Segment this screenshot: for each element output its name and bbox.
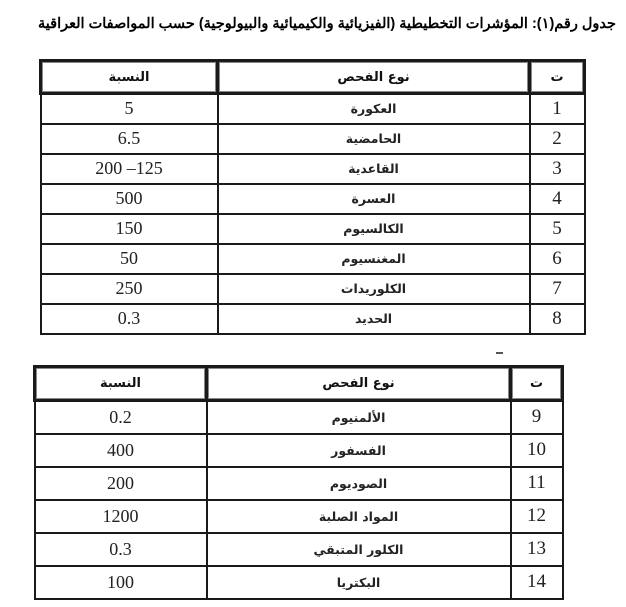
row-index: 7 [530,274,585,304]
row-test: الألمنيوم [207,401,511,434]
spec-table-1 [39,59,586,335]
table-row [41,154,585,184]
row-test: الكلور المتبقي [207,533,511,566]
table-row [35,566,563,599]
header-index: ت [511,367,563,401]
row-test: العسرة [218,184,530,214]
row-value: 0.3 [41,304,218,334]
row-value: 0.2 [35,401,207,434]
table-row [41,274,585,304]
table-row [41,124,585,154]
stray-dash-mark [496,352,503,354]
header-ratio: النسبة [41,61,218,94]
table-row [35,467,563,500]
table-row [41,184,585,214]
row-value: 200 –125 [41,154,218,184]
row-index: 12 [511,500,563,533]
row-value: 200 [35,467,207,500]
row-test: المواد الصلبة [207,500,511,533]
header-test-type: نوع الفحص [207,367,511,401]
row-value: 6.5 [41,124,218,154]
row-index: 3 [530,154,585,184]
table-row [35,401,563,434]
row-index: 1 [530,94,585,124]
row-index: 13 [511,533,563,566]
header-ratio: النسبة [35,367,207,401]
row-value: 5 [41,94,218,124]
row-index: 8 [530,304,585,334]
row-value: 100 [35,566,207,599]
table-row [41,244,585,274]
table-header-row [35,367,563,401]
row-value: 150 [41,214,218,244]
row-index: 4 [530,184,585,214]
header-test-type: نوع الفحص [218,61,530,94]
table-row [35,533,563,566]
row-value: 0.3 [35,533,207,566]
row-test: الكالسيوم [218,214,530,244]
row-test: الصوديوم [207,467,511,500]
row-test: القاعدية [218,154,530,184]
row-index: 6 [530,244,585,274]
table-row [41,214,585,244]
row-test: العكورة [218,94,530,124]
row-index: 11 [511,467,563,500]
spec-table-2 [33,365,564,600]
row-value: 400 [35,434,207,467]
table-row [35,500,563,533]
row-value: 500 [41,184,218,214]
row-index: 2 [530,124,585,154]
row-test: المغنسيوم [218,244,530,274]
row-value: 1200 [35,500,207,533]
row-test: البكتريا [207,566,511,599]
row-test: الحامضية [218,124,530,154]
row-test: الفسفور [207,434,511,467]
header-index: ت [530,61,585,94]
table-header-row [41,61,585,94]
table-row [41,304,585,334]
row-index: 14 [511,566,563,599]
row-value: 250 [41,274,218,304]
row-index: 5 [530,214,585,244]
row-index: 9 [511,401,563,434]
row-test: الكلوريدات [218,274,530,304]
table-row [35,434,563,467]
table-caption: جدول رقم(١): المؤشرات التخطيطية (الفيزيائية والكيميائية والبيولوجية) حسب المواصفات العراقية [37,16,616,32]
row-index: 10 [511,434,563,467]
table-row [41,94,585,124]
row-value: 50 [41,244,218,274]
row-test: الحديد [218,304,530,334]
